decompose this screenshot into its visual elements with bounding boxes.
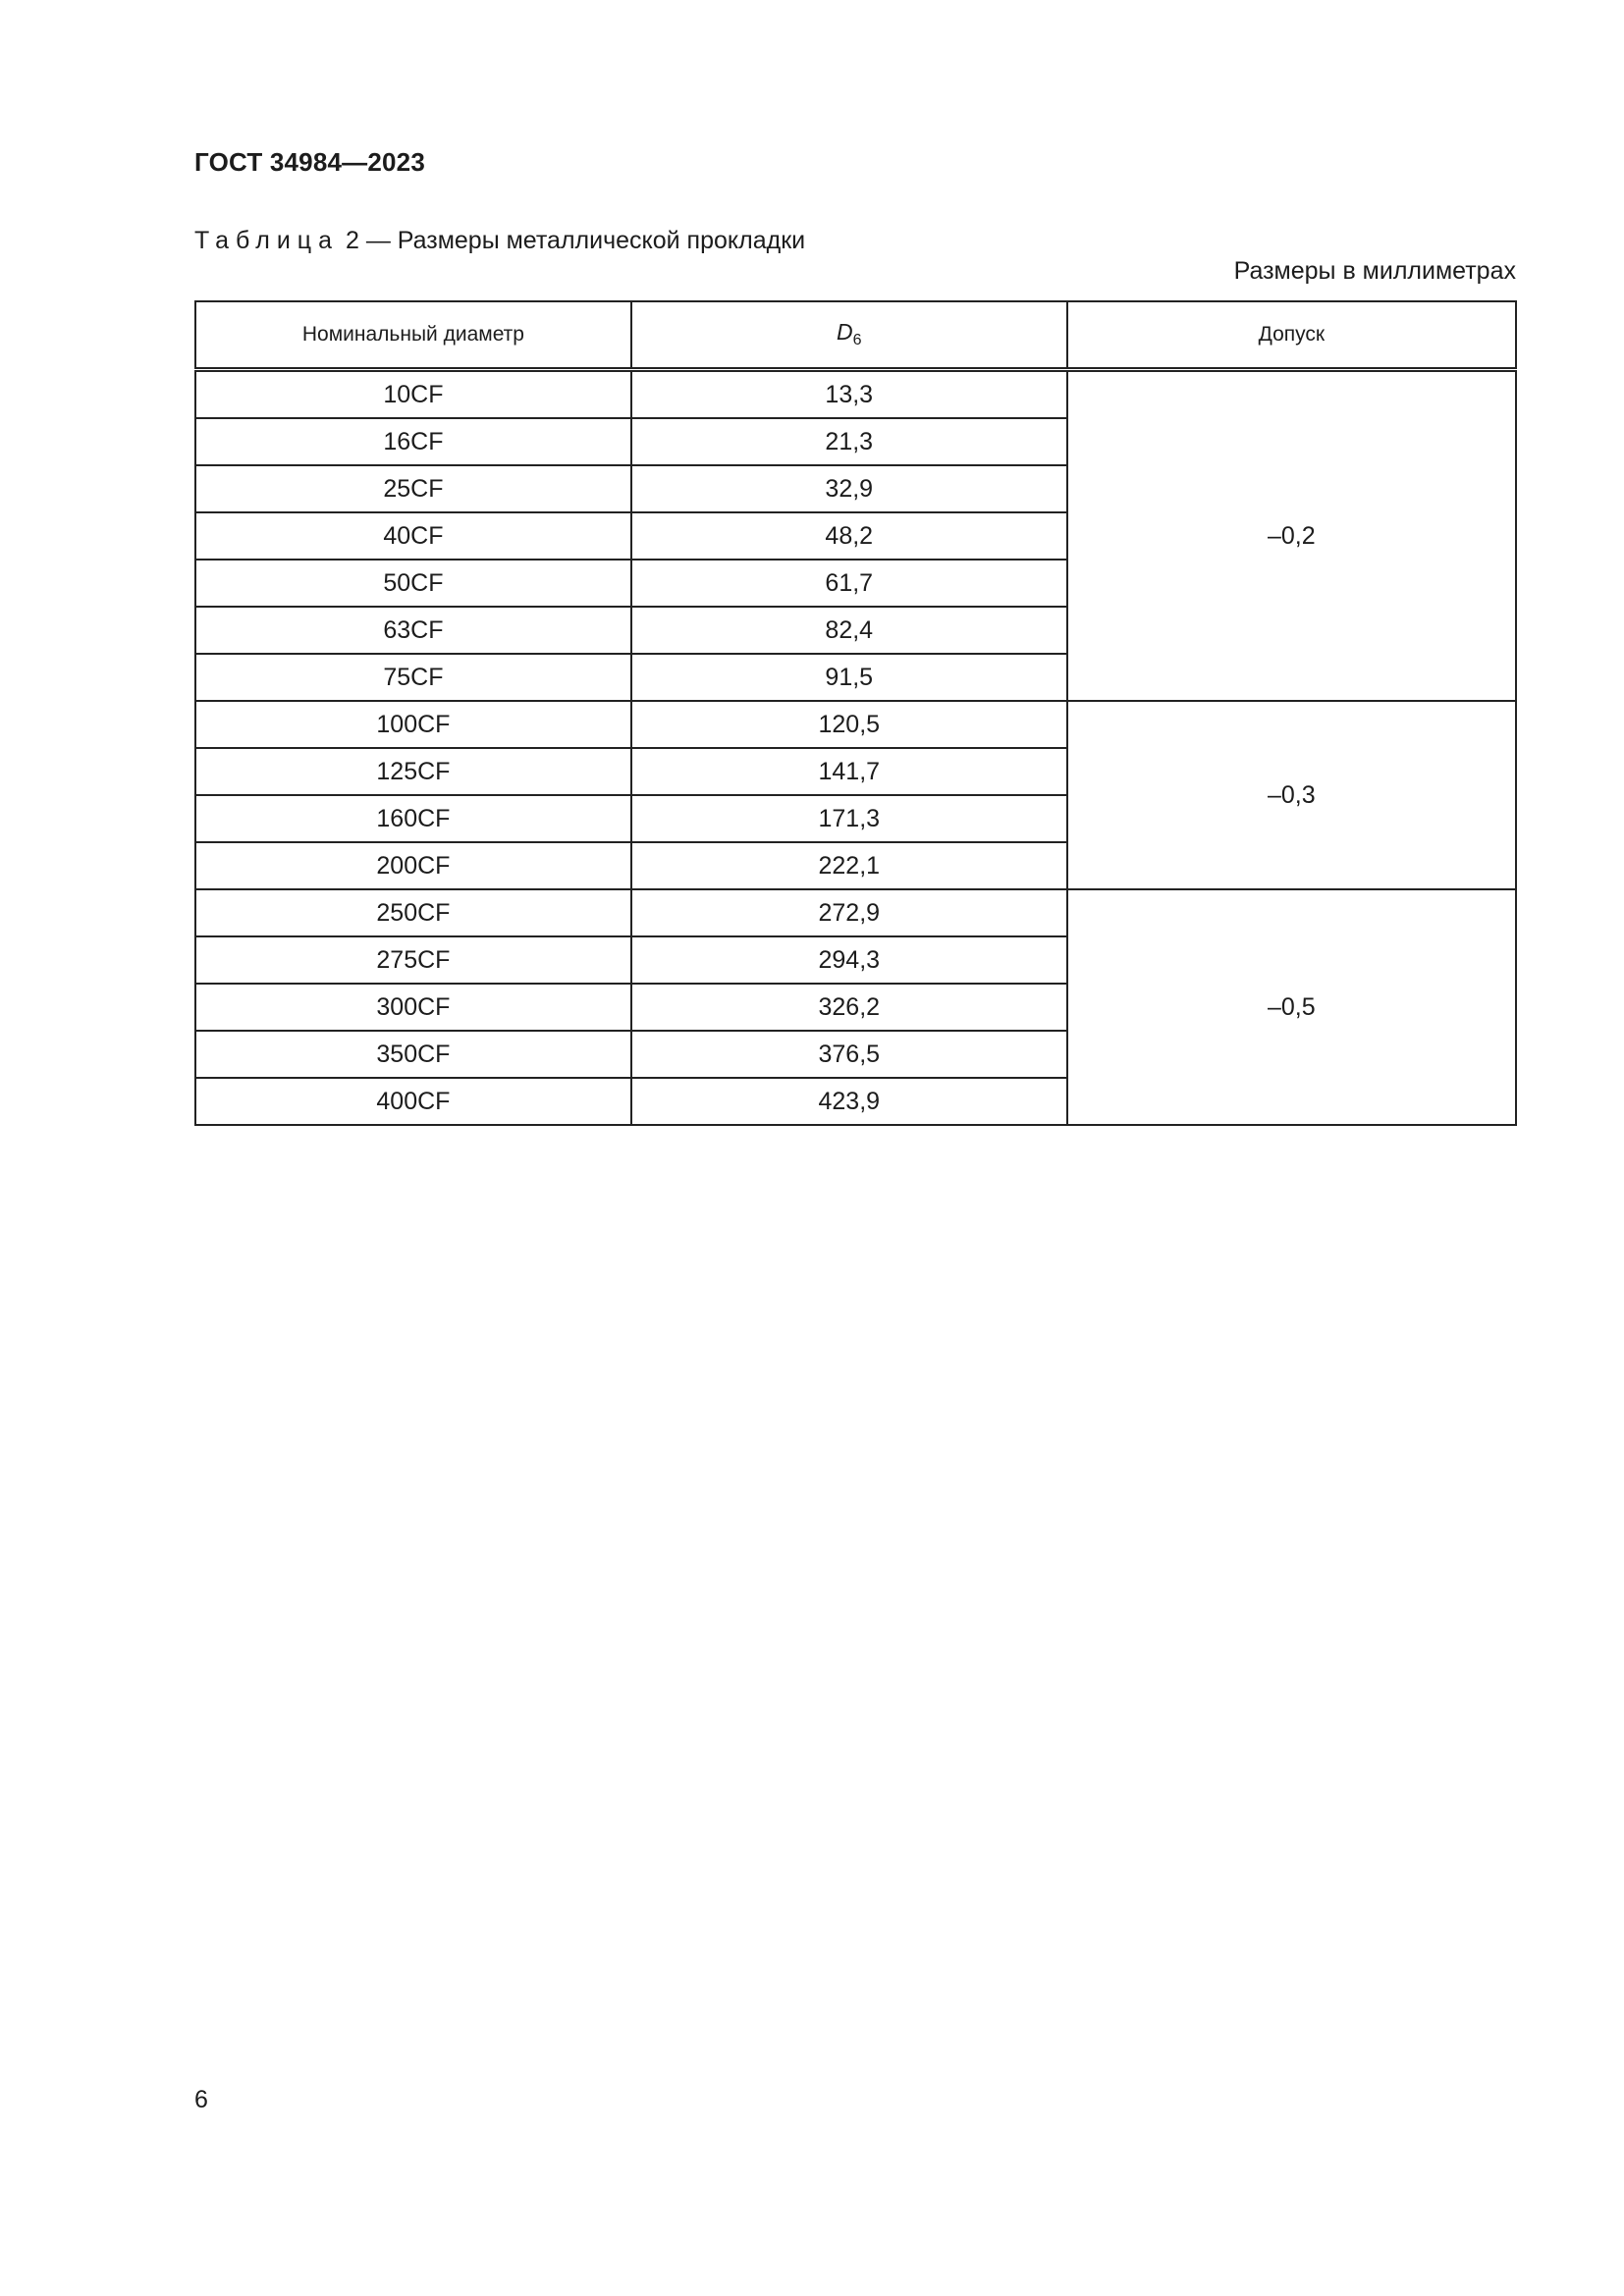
cell-nominal-diameter: 160CF [195, 795, 631, 842]
cell-nominal-diameter: 50CF [195, 560, 631, 607]
cell-nominal-diameter: 200CF [195, 842, 631, 889]
cell-nominal-diameter: 300CF [195, 984, 631, 1031]
cell-tolerance: –0,5 [1067, 889, 1516, 1125]
cell-nominal-diameter: 25CF [195, 465, 631, 512]
cell-d6: 120,5 [631, 701, 1067, 748]
cell-d6: 222,1 [631, 842, 1067, 889]
table-caption-text: 2 — Размеры металлической прокладки [345, 227, 806, 254]
table-row [195, 889, 1516, 936]
d6-symbol: D [837, 319, 853, 346]
cell-nominal-diameter: 250CF [195, 889, 631, 936]
cell-d6: 32,9 [631, 465, 1067, 512]
cell-nominal-diameter: 40CF [195, 512, 631, 560]
cell-d6: 21,3 [631, 418, 1067, 465]
dimensions-table [194, 300, 1517, 1126]
cell-d6: 294,3 [631, 936, 1067, 984]
cell-d6: 272,9 [631, 889, 1067, 936]
cell-tolerance: –0,2 [1067, 370, 1516, 702]
cell-tolerance: –0,3 [1067, 701, 1516, 889]
cell-d6: 91,5 [631, 654, 1067, 701]
table-body [195, 370, 1516, 1126]
cell-nominal-diameter: 125CF [195, 748, 631, 795]
table-row [195, 370, 1516, 419]
document-header: ГОСТ 34984—2023 [194, 147, 425, 177]
cell-nominal-diameter: 400CF [195, 1078, 631, 1125]
units-note: Размеры в миллиметрах [1233, 257, 1516, 285]
column-header-nominal-diameter: Номинальный диаметр [195, 301, 631, 370]
table-row [195, 701, 1516, 748]
table-caption [194, 227, 805, 255]
table-caption-prefix: Таблица [194, 227, 340, 254]
column-header-tolerance: Допуск [1067, 301, 1516, 370]
cell-d6: 423,9 [631, 1078, 1067, 1125]
cell-d6: 82,4 [631, 607, 1067, 654]
cell-nominal-diameter: 63CF [195, 607, 631, 654]
cell-d6: 48,2 [631, 512, 1067, 560]
page-number: 6 [194, 2086, 208, 2113]
cell-d6: 61,7 [631, 560, 1067, 607]
cell-nominal-diameter: 350CF [195, 1031, 631, 1078]
cell-nominal-diameter: 16CF [195, 418, 631, 465]
column-header-d6 [631, 301, 1067, 370]
cell-nominal-diameter: 100CF [195, 701, 631, 748]
cell-nominal-diameter: 75CF [195, 654, 631, 701]
cell-d6: 171,3 [631, 795, 1067, 842]
d6-subscript: 6 [852, 332, 862, 349]
cell-d6: 141,7 [631, 748, 1067, 795]
cell-d6: 13,3 [631, 370, 1067, 419]
cell-d6: 326,2 [631, 984, 1067, 1031]
table-header-row [195, 301, 1516, 370]
cell-nominal-diameter: 275CF [195, 936, 631, 984]
cell-nominal-diameter: 10CF [195, 370, 631, 419]
cell-d6: 376,5 [631, 1031, 1067, 1078]
